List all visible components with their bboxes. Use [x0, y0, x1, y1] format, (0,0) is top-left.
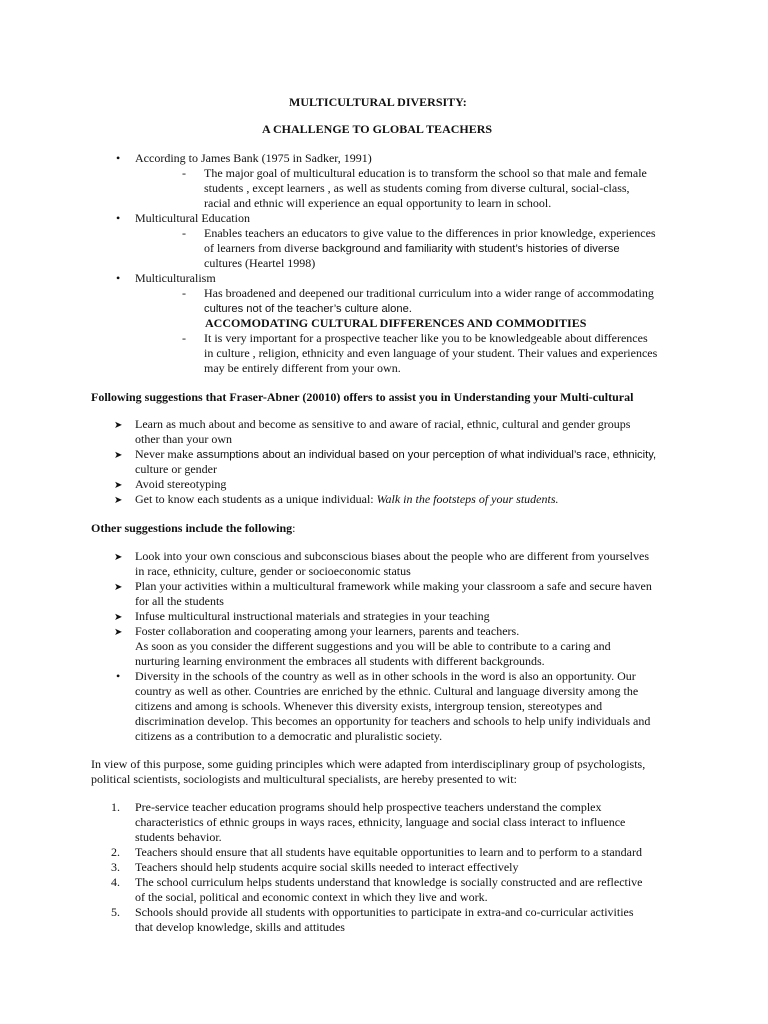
- bullet-james-bank: According to James Bank (1975 in Sadker, 1991): [135, 151, 372, 165]
- text-line: for all the students: [135, 594, 224, 608]
- arrow-bullet-icon: ➤: [114, 420, 123, 431]
- bullet-multicultural-education: Multicultural Education: [135, 211, 250, 225]
- list-number: 4.: [111, 875, 120, 889]
- text-line: cultures (Heartel 1998): [204, 256, 316, 270]
- section-heading: [91, 521, 295, 536]
- text-span: Walk in the footsteps of your students.: [376, 492, 559, 506]
- list-item: [135, 492, 559, 507]
- arrow-bullet-icon: ➤: [114, 495, 123, 506]
- intro-paragraph: In view of this purpose, some guiding principles which were adapted from interdisciplinary group of psychologists,: [91, 757, 646, 771]
- list-item: Foster collaboration and cooperating among your learners, parents and teachers.: [135, 624, 520, 638]
- list-item: Pre-service teacher education programs should help prospective teachers understand the complex: [135, 800, 602, 814]
- text-line: students behavior.: [135, 830, 222, 844]
- dash-marker: -: [182, 286, 186, 300]
- text-line: other than your own: [135, 432, 232, 446]
- text-span: Never make: [135, 447, 197, 461]
- list-item: Teachers should help students acquire social skills needed to interact effectively: [135, 860, 519, 874]
- bullet-marker: •: [116, 271, 121, 285]
- text-span: cultures not of the teacher’s culture alone: [204, 303, 409, 315]
- section-heading: Following suggestions that Fraser-Abner (20010) offers to assist you in Understanding your Multi-cultural: [91, 390, 634, 404]
- list-item: The school curriculum helps students understand that knowledge is socially constructed and are reflective: [135, 875, 643, 889]
- arrow-bullet-icon: ➤: [114, 612, 123, 623]
- arrow-bullet-icon: ➤: [114, 480, 123, 491]
- text-span: :: [292, 521, 296, 535]
- dash-marker: -: [182, 331, 186, 345]
- list-item: Plan your activities within a multicultural framework while making your classroom a safe and secure haven: [135, 579, 652, 593]
- list-number: 3.: [111, 860, 120, 874]
- text-line: racial and ethnic will experience an equal opportunity to learn in school.: [204, 196, 552, 210]
- text-line: in culture , religion, ethnicity and even language of your student. Their values and experiences: [204, 346, 658, 360]
- text-line: that develop knowledge, skills and attitudes: [135, 920, 345, 934]
- text-line: As soon as you consider the different suggestions and you will be able to contribute to a caring and: [135, 639, 611, 653]
- list-number: 2.: [111, 845, 120, 859]
- intro-paragraph: political scientists, sociologists and multicultural specialists, are hereby presented to wit:: [91, 772, 517, 786]
- text-span: of learners from diverse: [204, 241, 322, 255]
- text-span: background and familiarity with student’s histories of diverse: [321, 243, 620, 255]
- text-line: country as well as other. Countries are enriched by the ethnic. Cultural and language diversity among the: [135, 684, 639, 698]
- section-subheading: ACCOMODATING CULTURAL DIFFERENCES AND COMMODITIES: [205, 316, 587, 330]
- text-span: Get to know each students as a unique individual:: [135, 492, 377, 506]
- dash-marker: -: [182, 226, 186, 240]
- bullet-marker: •: [116, 669, 121, 683]
- list-item: [135, 447, 656, 463]
- bullet-multiculturalism: Multiculturalism: [135, 271, 216, 285]
- text-line: students , except learners , as well as students coming from diverse cultural, social-class,: [204, 181, 630, 195]
- text-line: nurturing learning environment the embraces all students with different backgrounds.: [135, 654, 545, 668]
- text-line: of the social, political and economic context in which they live and work.: [135, 890, 488, 904]
- bullet-marker: •: [116, 151, 121, 165]
- arrow-bullet-icon: ➤: [114, 627, 123, 638]
- list-item: Teachers should ensure that all students have equitable opportunities to learn and to perform to a standard: [135, 845, 643, 859]
- list-item: Avoid stereotyping: [135, 477, 227, 491]
- text-line: characteristics of ethnic groups in ways races, ethnicity, language and social class interact to influence: [135, 815, 626, 829]
- arrow-bullet-icon: ➤: [114, 552, 123, 563]
- list-item: Look into your own conscious and subconscious biases about the people who are different from yourselves: [135, 549, 649, 563]
- text-line: culture or gender: [135, 462, 217, 476]
- dash-marker: -: [182, 166, 186, 180]
- text-line: It is very important for a prospective teacher like you to be knowledgeable about differences: [204, 331, 648, 345]
- bullet-marker: •: [116, 211, 121, 225]
- list-item: Schools should provide all students with opportunities to participate in extra-and co-curricular activities: [135, 905, 634, 919]
- text-line: Enables teachers an educators to give value to the differences in prior knowledge, experiences: [204, 226, 656, 240]
- text-line: [204, 241, 620, 257]
- text-line: discrimination develop. This becomes an opportunity for teachers and schools to help unify individuals and: [135, 714, 651, 728]
- text-line: [204, 301, 412, 317]
- text-span: assumptions about an individual based on your perception of what individual’s race, ethnicity,: [196, 449, 657, 461]
- list-item: Infuse multicultural instructional materials and strategies in your teaching: [135, 609, 490, 623]
- list-item: Diversity in the schools of the country as well as in other schools in the word is also an opportunity. Our: [135, 669, 636, 683]
- text-span: .: [408, 301, 412, 315]
- text-span: Other suggestions include the following: [91, 521, 293, 535]
- text-line: Has broadened and deepened our traditional curriculum into a wider range of accommodating: [204, 286, 654, 300]
- text-line: in race, ethnicity, culture, gender or socioeconomic status: [135, 564, 411, 578]
- arrow-bullet-icon: ➤: [114, 450, 123, 461]
- text-line: The major goal of multicultural education is to transform the school so that male and female: [204, 166, 647, 180]
- document-subtitle: A CHALLENGE TO GLOBAL TEACHERS: [262, 122, 493, 136]
- text-line: citizens and among is schools. Whenever this diversity exists, intergroup tension, stereotypes and: [135, 699, 603, 713]
- text-line: may be entirely different from your own.: [204, 361, 401, 375]
- document-title: MULTICULTURAL DIVERSITY:: [289, 95, 467, 109]
- text-line: citizens as a contribution to a democratic and pluralistic society.: [135, 729, 443, 743]
- list-item: Learn as much about and become as sensitive to and aware of racial, ethnic, cultural and gender groups: [135, 417, 631, 431]
- list-number: 5.: [111, 905, 120, 919]
- arrow-bullet-icon: ➤: [114, 582, 123, 593]
- list-number: 1.: [111, 800, 120, 814]
